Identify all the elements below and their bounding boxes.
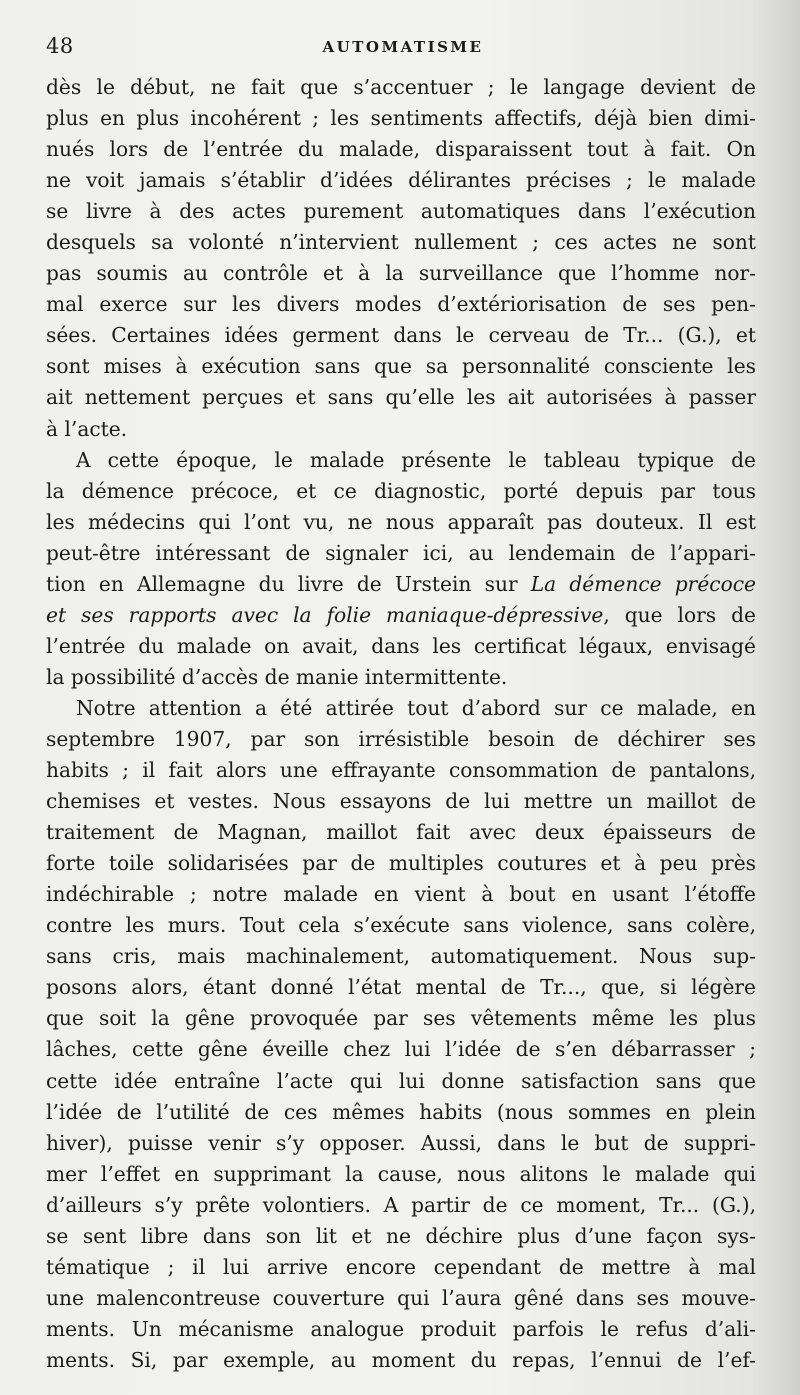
text-line: ait nettement perçues et sans qu’elle les ait autorisées à passer [46, 385, 756, 410]
text-line: ments. Un mécanisme analogue produit parfois le refus d’ali- [46, 1316, 756, 1341]
text-line: ne voit jamais s’établir d’idées délirantes précises ; le malade [46, 168, 756, 193]
text-line: ments. Si, par exemple, au moment du repas, l’ennui de l’ef- [46, 1347, 756, 1372]
paragraph-first-line: A cette époque, le malade présente le tableau typique de [76, 447, 756, 472]
text-line: mal exerce sur les divers modes d’extériorisation de ses pen- [46, 292, 756, 317]
body-text [46, 72, 756, 1376]
text-line: cette idée entraîne l’acte qui lui donne satisfaction sans que [46, 1068, 756, 1093]
text-line: que soit la gêne provoquée par ses vêtements même les plus [46, 1006, 756, 1031]
text-line: sées. Certaines idées germent dans le cerveau de Tr... (G.), et [46, 323, 756, 348]
text-segment: , que lors de [603, 602, 756, 627]
text-line: nués lors de l’entrée du malade, disparaissent tout à fait. On [46, 137, 756, 162]
text-line: une malencontreuse couverture qui l’aura gêné dans ses mouve- [46, 1285, 756, 1310]
text-line: dès le début, ne fait que s’accentuer ; le langage devient de [46, 75, 756, 99]
text-line: d’ailleurs s’y prête volontiers. A partir de ce moment, Tr... (G.), [46, 1192, 756, 1217]
text-line: l’entrée du malade on avait, dans les certificat légaux, envisagé [46, 633, 756, 658]
text-line: tématique ; il lui arrive encore cependant de mettre à mal [46, 1254, 756, 1279]
text-line: les médecins qui l’ont vu, ne nous apparaît pas douteux. Il est [46, 509, 756, 534]
text-line: indéchirable ; notre malade en vient à bout en usant l’étoffe [46, 882, 756, 907]
text-line: sans cris, mais machinalement, automatiquement. Nous sup- [46, 944, 756, 969]
italic-title-segment: et ses rapports avec la folie maniaque-dépressive [46, 602, 604, 627]
text-line: forte toile solidarisées par de multiples coutures et à peu près [46, 851, 756, 876]
text-line: plus en plus incohérent ; les sentiments affectifs, déjà bien dimi- [46, 106, 756, 131]
text-line: se sent libre dans son lit et ne déchire plus d’une façon sys- [46, 1223, 756, 1248]
text-line: la démence précoce, et ce diagnostic, porté depuis par tous [46, 478, 756, 503]
text-line [46, 600, 756, 631]
text-line: desquels sa volonté n’intervient nullement ; ces actes ne sont [46, 230, 756, 255]
text-line: septembre 1907, par son irrésistible besoin de déchirer ses [46, 726, 756, 751]
text-line [46, 569, 756, 600]
text-line: traitement de Magnan, maillot fait avec deux épaisseurs de [46, 820, 756, 845]
page-number: 48 [46, 34, 74, 58]
text-line: peut-être intéressant de signaler ici, au lendemain de l’appari- [46, 540, 756, 565]
italic-title-segment: La démence précoce [530, 571, 756, 596]
text-line: mer l’effet en supprimant la cause, nous alitons le malade qui [46, 1161, 756, 1186]
text-line: habits ; il fait alors une effrayante consommation de pantalons, [46, 758, 756, 783]
running-title: AUTOMATISME [322, 38, 484, 56]
text-line: lâches, cette gêne éveille chez lui l’idée de s’en débarrasser ; [46, 1037, 756, 1062]
text-line: la possibilité d’accès de manie intermittente. [46, 664, 508, 689]
text-line: hiver), puisse venir s’y opposer. Aussi, dans le but de suppri- [46, 1130, 756, 1155]
text-line: à l’acte. [46, 416, 128, 441]
page-header [46, 34, 760, 60]
text-line: l’idée de l’utilité de ces mêmes habits (nous sommes en plein [46, 1099, 756, 1124]
text-line: pas soumis au contrôle et à la surveillance que l’homme nor- [46, 261, 756, 286]
text-line: contre les murs. Tout cela s’exécute sans violence, sans colère, [46, 913, 756, 938]
text-line: se livre à des actes purement automatiques dans l’exécution [46, 199, 756, 224]
paragraph-first-line: Notre attention a été attirée tout d’abord sur ce malade, en [76, 695, 756, 720]
text-line: sont mises à exécution sans que sa personnalité consciente les [46, 354, 756, 379]
text-line: posons alors, étant donné l’état mental de Tr..., que, si légère [46, 975, 756, 1000]
text-line: chemises et vestes. Nous essayons de lui mettre un maillot de [46, 789, 756, 814]
text-segment: tion en Allemagne du livre de Urstein sur [46, 571, 531, 596]
